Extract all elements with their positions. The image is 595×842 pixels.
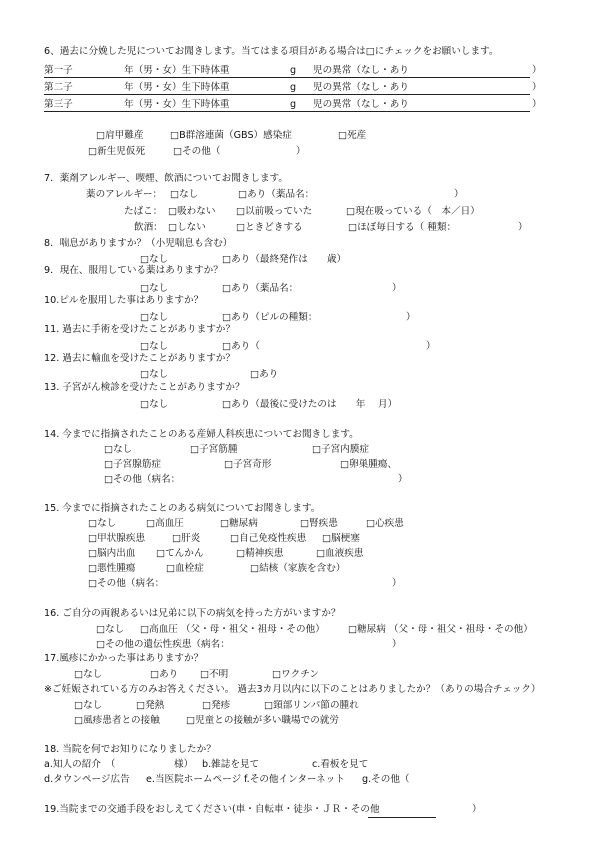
checkbox-drug-allergy-yes[interactable]: □あり（薬品名： [238,189,315,200]
checkbox-q12-none[interactable]: □なし [140,369,169,380]
q9-title: 9．現在、服用している薬はありますか？ [44,265,223,276]
q19-underline [368,817,436,818]
checkbox-hypertension[interactable]: □高血圧 [146,518,184,529]
child-3-label: 第三子 [44,99,73,110]
checkbox-occasional-drinking[interactable]: □ときどきする [236,222,303,233]
checkbox-rubella-yes[interactable]: □あり [150,669,179,680]
q11-close: ） [426,341,436,352]
child-1-label: 第一子 [44,65,73,76]
checkbox-q8-yes[interactable]: □あり（最終発作は 歳） [222,254,347,265]
child-1-g: g [290,65,297,76]
checkbox-uterine-malformation[interactable]: □子宮奇形 [224,459,272,470]
child-2-g: g [290,82,297,93]
checkbox-child-contact-work[interactable]: □児童との接触が多い職場での就労 [186,715,339,726]
checkbox-shoulder-dystocia[interactable]: □肩甲難産 [96,130,144,141]
q6-other-close: ） [296,146,306,157]
q7-title: 7．薬剤アレルギー、喫煙、飲酒についてお聞きします。 [44,173,288,184]
child-2-year: 年（男・女）生下時体重 [124,82,230,93]
checkbox-rash[interactable]: □発疹 [202,700,231,711]
checkbox-lymph-swelling[interactable]: □頸部リンパ節の腫れ [264,700,359,711]
option-a-referral[interactable]: a.知人の紹介 （ [44,759,116,770]
checkbox-family-hypertension[interactable]: □高血圧 （父・母・祖父・祖母・その他） [140,624,325,635]
checkbox-tuberculosis[interactable]: □結核（家族を含む） [250,563,346,574]
checkbox-q14-none[interactable]: □なし [104,444,133,455]
checkbox-epilepsy[interactable]: □てんかん [156,548,204,559]
checkbox-q14-other[interactable]: □その他（病名： [104,474,181,485]
q15-title: 15. 今までに指摘されたことのある病気についてお聞きします。 [44,503,321,514]
checkbox-current-smoker[interactable]: □現在吸っている（ 本／日） [346,206,480,217]
checkbox-gbs-infection[interactable]: □B群溶連菌（GBS）感染症 [170,130,292,141]
child-3-abnormal: 児の異常（なし・あり [313,99,409,110]
checkbox-q11-yes[interactable]: □あり（ [222,341,260,352]
checkbox-ovarian-tumor[interactable]: □卵巣腫瘍、 [340,459,398,470]
q14-title: 14. 今までに指摘されたことのある産婦人科疾患についてお聞きします。 [44,429,359,440]
checkbox-autoimmune-disease[interactable]: □自己免疫性疾患 [230,533,307,544]
child-3-close: ） [532,99,542,110]
child-2-close: ） [532,82,542,93]
child-3-underline [44,111,530,112]
q9-close: ） [392,283,402,294]
option-d-townpage[interactable]: d.タウンページ広告 [44,774,130,785]
tobacco-label: たばこ： [124,206,163,217]
q10-close: ） [406,312,416,323]
child-2-abnormal: 児の異常（なし・あり [313,82,409,93]
checkbox-q16-none[interactable]: □なし [96,624,125,635]
child-2-label: 第二子 [44,82,73,93]
checkbox-q12-yes[interactable]: □あり [250,369,279,380]
q17-title: 17.風疹にかかった事はありますか？ [44,653,204,664]
checkbox-rubella-none[interactable]: □なし [74,669,103,680]
checkbox-q9-yes[interactable]: □あり（薬品名： [222,283,299,294]
drug-allergy-close: ） [454,189,464,200]
q14-close: ） [398,474,408,485]
option-f-internet[interactable]: f.その他インターネット [244,774,345,785]
checkbox-heart-disease[interactable]: □心疾患 [366,518,404,529]
checkbox-q11-none[interactable]: □なし [140,341,169,352]
checkbox-daily-drinking[interactable]: □ほぼ毎日する（ 種類： [348,222,457,233]
pregnant-note: ※ご妊娠されている方のみお答えください。 過去3カ月以内に以下のことはありましたか？（ありの場合チェック） [44,684,541,695]
option-a-sama: 様） [174,759,194,770]
q19-close: ） [472,804,482,815]
checkbox-former-smoker[interactable]: □以前吸っていた [236,206,313,217]
checkbox-drug-allergy-none[interactable]: □なし [170,189,199,200]
checkbox-endometriosis[interactable]: □子宮内膜症 [312,444,370,455]
q16-close: ） [392,639,402,650]
checkbox-psychiatric-disease[interactable]: □精神疾患 [236,548,284,559]
child-2-underline [44,94,530,95]
child-1-close: ） [532,65,542,76]
checkbox-q15-none[interactable]: □なし [88,518,117,529]
q16-title: 16. ご自分の両親あるいは兄弟に以下の病気を持った方がいますか？ [44,608,341,619]
checkbox-q6-other[interactable]: □その他（ [173,146,221,157]
checkbox-stillbirth[interactable]: □死産 [338,130,367,141]
checkbox-q13-yes[interactable]: □あり（最後に受けたのは 年 月） [222,399,398,410]
checkbox-rubella-contact[interactable]: □風疹患者との接触 [74,715,160,726]
checkbox-q10-yes[interactable]: □あり（ピルの種類： [222,312,318,323]
q19-title: 19.当院までの交通手段をおしえてください(車・自転車・徒歩・ＪＲ・その他 [44,804,380,815]
alcohol-close: ） [518,222,528,233]
child-3-g: g [290,99,297,110]
child-1-underline [44,77,530,78]
child-3-year: 年（男・女）生下時体重 [124,99,230,110]
drug-allergy-label: 薬のアレルギー： [86,189,163,200]
option-b-magazine[interactable]: b.雑誌を見て [202,759,260,770]
checkbox-family-other[interactable]: □その他の遺伝性疾患（病名： [96,639,230,650]
checkbox-thrombosis[interactable]: □血栓症 [166,563,204,574]
checkbox-rubella-unknown[interactable]: □不明 [200,669,229,680]
checkbox-malignant-tumor[interactable]: □悪性腫瘍 [88,563,136,574]
option-c-signboard[interactable]: c.看板を見て [312,759,369,770]
q13-title: 13. 子宮がん検診を受けたことがありますか？ [44,382,245,393]
q15-close: ） [392,578,402,589]
q8-title: 8．喘息がありますか？（小児喘息も含む） [44,238,233,249]
checkbox-rubella-vaccine[interactable]: □ワクチン [272,669,319,680]
checkbox-cerebral-infarction[interactable]: □脳梗塞 [322,533,360,544]
option-g-other[interactable]: g.その他（ [362,774,410,785]
child-1-abnormal: 児の異常（なし・あり [313,65,409,76]
checkbox-q10-none[interactable]: □なし [140,312,169,323]
checkbox-uterine-fibroid[interactable]: □子宮筋腫 [190,444,238,455]
checkbox-q9-none[interactable]: □なし [140,283,169,294]
q18-title: 18. 当院を何でお知りになりましたか？ [44,744,216,755]
checkbox-symptom-none[interactable]: □なし [74,700,103,711]
checkbox-diabetes[interactable]: □糖尿病 [220,518,258,529]
checkbox-no-drinking[interactable]: □しない [168,222,206,233]
q11-title: 11. 過去に手術を受けたことがありますか？ [44,324,235,335]
checkbox-cerebral-hemorrhage[interactable]: □脳内出血 [88,548,136,559]
checkbox-kidney-disease[interactable]: □腎疾患 [300,518,338,529]
q10-title: 10.ピルを服用した事はありますか？ [44,295,204,306]
checkbox-blood-disease[interactable]: □血液疾患 [316,548,364,559]
checkbox-family-diabetes[interactable]: □糖尿病 （父・母・祖父・祖母・その他） [348,624,533,635]
child-1-year: 年（男・女）生下時体重 [124,65,230,76]
checkbox-thyroid-disease[interactable]: □甲状腺疾患 [88,533,146,544]
q6-title: 6、過去に分娩した児についてお聞きします。当てはまる項目がある場合は□にチェックをお願いします。 [44,46,499,57]
checkbox-q15-other[interactable]: □その他（病名： [88,578,165,589]
alcohol-label: 飲酒： [134,222,163,233]
checkbox-fever[interactable]: □発熱 [136,700,165,711]
checkbox-hepatitis[interactable]: □肝炎 [172,533,201,544]
checkbox-no-smoking[interactable]: □吸わない [168,206,216,217]
checkbox-adenomyosis[interactable]: □子宮腺筋症 [104,459,162,470]
checkbox-neonatal-asphyxia[interactable]: □新生児仮死 [88,146,146,157]
checkbox-q8-none[interactable]: □なし [140,254,169,265]
q12-title: 12. 過去に輸血を受けたことがありますか？ [44,353,235,364]
option-e-homepage[interactable]: e.当医院ホームページ [146,774,242,785]
checkbox-q13-none[interactable]: □なし [140,399,169,410]
